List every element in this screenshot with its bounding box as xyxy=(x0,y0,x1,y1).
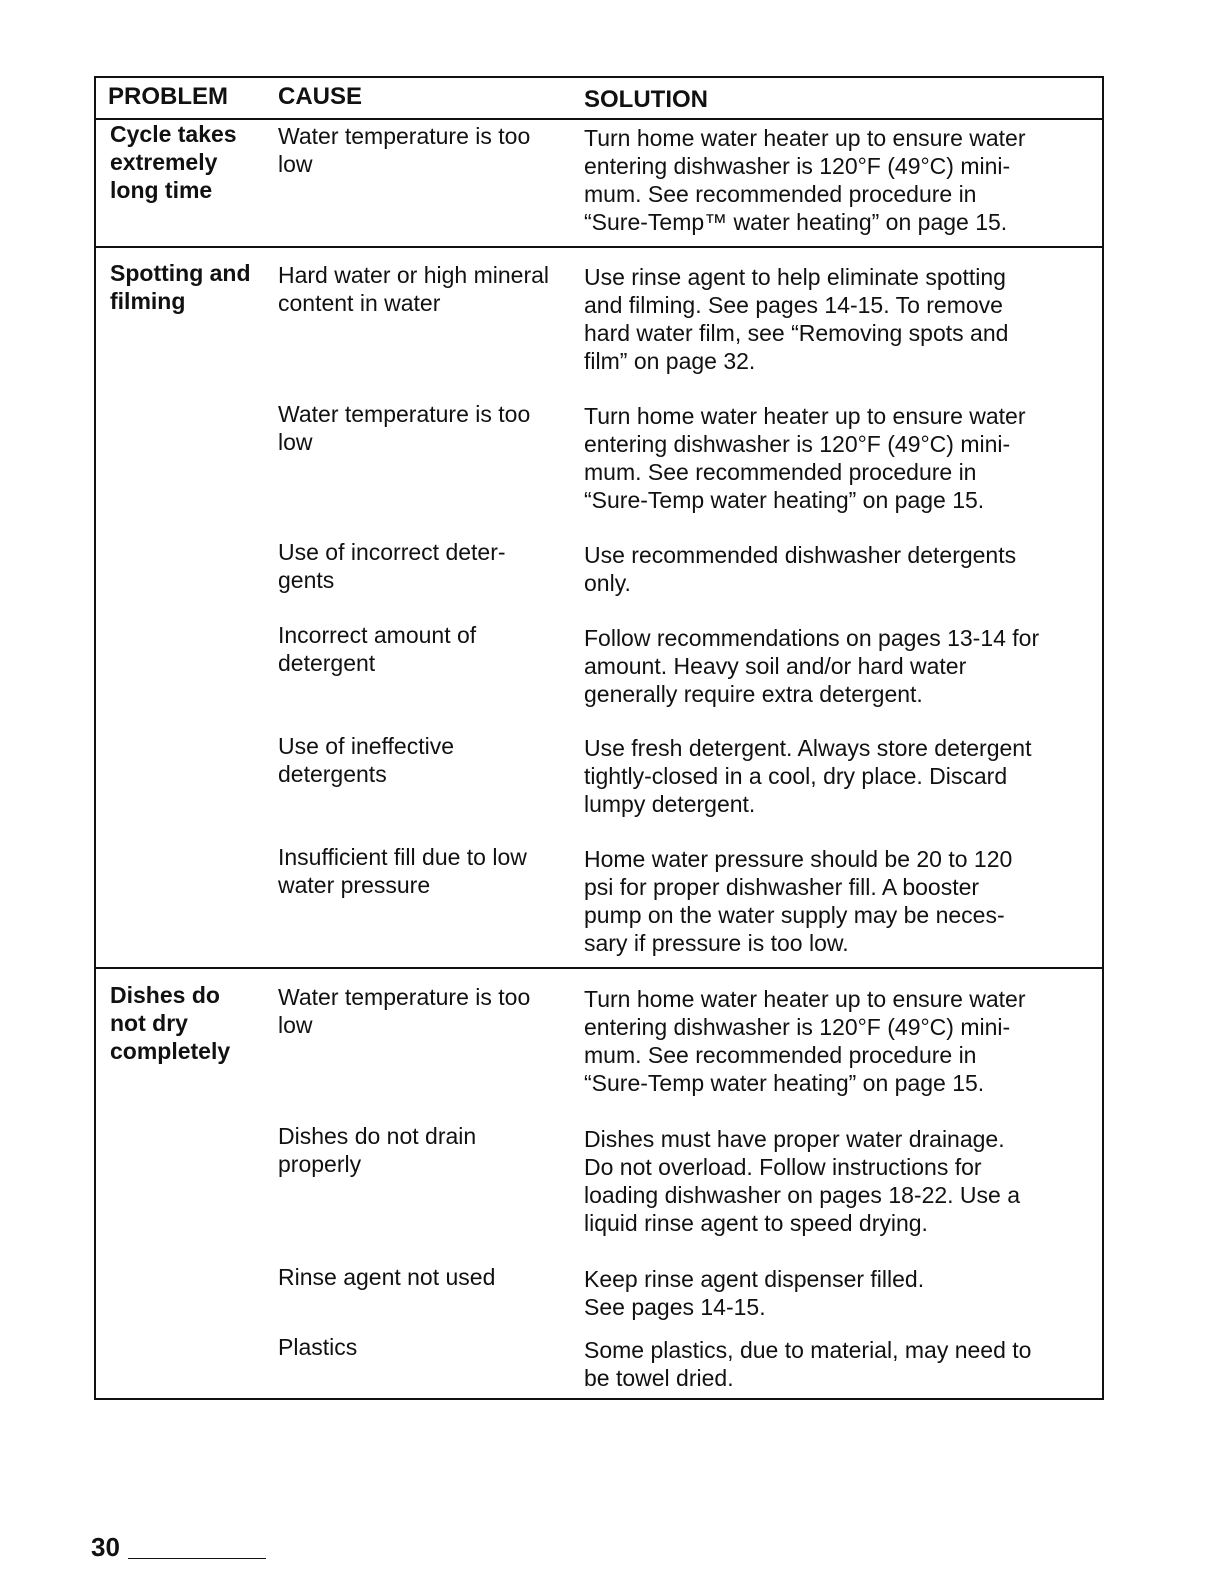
problem-cell: Spotting and filming xyxy=(110,260,251,314)
table-header xyxy=(96,78,1102,120)
header-problem: PROBLEM xyxy=(108,83,228,110)
section-divider xyxy=(96,246,1102,248)
cause-cell: Insufficient fill due to low water pressure xyxy=(278,844,527,898)
problem-cell: Dishes do not dry completely xyxy=(110,982,231,1064)
solution-cell: Use rinse agent to help eliminate spotting and filming. See pages 14-15. To remove hard water film, see “Removing spots and film” on page 32. xyxy=(584,264,1009,374)
solution-cell: Dishes must have proper water drainage. Do not overload. Follow instructions for loading dishwasher on pages 18-22. Use a liquid rinse agent to speed drying. xyxy=(584,1126,1021,1236)
solution-cell: Home water pressure should be 20 to 120 psi for proper dishwasher fill. A booster pump on the water supply may be neces- sary if pressure is too low. xyxy=(584,846,1013,956)
solution-cell: Use fresh detergent. Always store detergent tightly-closed in a cool, dry place. Discard lumpy detergent. xyxy=(584,735,1032,817)
cause-cell: Dishes do not drain properly xyxy=(278,1123,477,1177)
solution-cell: Turn home water heater up to ensure water entering dishwasher is 120°F (49°C) mini- mum. See recommended procedure in “Sure-Temp water heating” on page 15. xyxy=(584,986,1026,1096)
section-divider xyxy=(96,967,1102,969)
cause-cell: Use of incorrect deter- gents xyxy=(278,539,506,593)
cause-cell: Incorrect amount of detergent xyxy=(278,622,477,676)
header-solution: SOLUTION xyxy=(584,86,708,113)
solution-cell: Turn home water heater up to ensure water entering dishwasher is 120°F (49°C) mini- mum. See recommended procedure in “Sure-Temp water heating” on page 15. xyxy=(584,403,1026,513)
cause-cell: Water temperature is too low xyxy=(278,401,531,455)
cause-cell: Plastics xyxy=(278,1334,358,1360)
header-cause: CAUSE xyxy=(278,83,363,110)
cause-cell: Water temperature is too low xyxy=(278,123,531,177)
problem-cell: Cycle takes extremely long time xyxy=(110,121,237,203)
cause-cell: Use of ineffective detergents xyxy=(278,733,455,787)
solution-cell: Keep rinse agent dispenser filled. See pages 14-15. xyxy=(584,1266,925,1320)
cause-cell: Hard water or high mineral content in water xyxy=(278,262,550,316)
page-number: 30 xyxy=(91,1532,120,1562)
solution-cell: Follow recommendations on pages 13-14 for amount. Heavy soil and/or hard water generally require extra detergent. xyxy=(584,625,1040,707)
cause-cell: Rinse agent not used xyxy=(278,1264,496,1290)
solution-cell: Some plastics, due to material, may need to be towel dried. xyxy=(584,1337,1032,1391)
solution-cell: Use recommended dishwasher detergents only. xyxy=(584,542,1017,596)
cause-cell: Water temperature is too low xyxy=(278,984,531,1038)
troubleshooting-table xyxy=(94,76,1104,1400)
solution-cell: Turn home water heater up to ensure water entering dishwasher is 120°F (49°C) mini- mum. See recommended procedure in “Sure-Temp™ water heating” on page 15. xyxy=(584,125,1026,235)
footer-rule xyxy=(128,1558,266,1559)
